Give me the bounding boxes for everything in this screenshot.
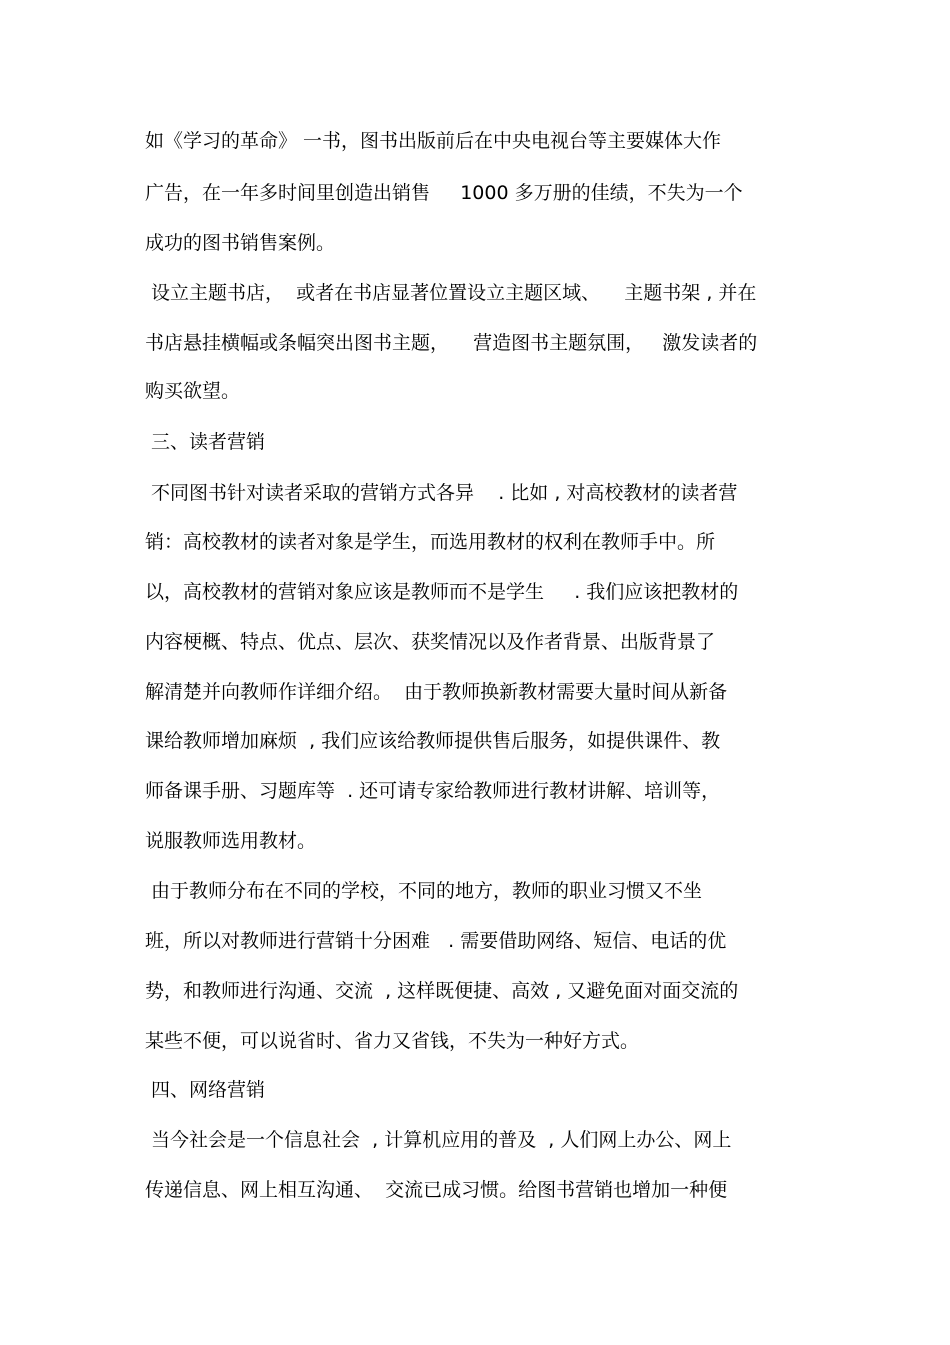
text-line: 班，所以对教师进行营销十分困难 . 需要借助网络、短信、电话的优	[145, 930, 727, 952]
text-line: 如《学习的革命》 一书，图书出版前后在中央电视台等主要媒体大作	[145, 130, 722, 152]
text-line: 课给教师增加麻烦 , 我们应该给教师提供售后服务，如提供课件、教	[145, 730, 721, 752]
text-line: 师备课手册、习题库等 . 还可请专家给教师进行教材讲解、培训等，	[145, 780, 721, 802]
text-line: 设立主题书店， 或者在书店显著位置设立主题区域、 主题书架 , 并在	[145, 282, 757, 304]
text-line: 成功的图书销售案例。	[145, 232, 336, 254]
section-heading: 三、读者营销	[145, 431, 266, 453]
text-line: 传递信息、网上相互沟通、 交流已成习惯。给图书营销也增加一种便	[145, 1179, 728, 1201]
text-line: 广告，在一年多时间里创造出销售 1000 多万册的佳绩，不失为一个	[145, 182, 743, 204]
text-line: 某些不便，可以说省时、省力又省钱，不失为一种好方式。	[145, 1030, 640, 1052]
text-line: 以，高校教材的营销对象应该是教师而不是学生 . 我们应该把教材的	[145, 581, 739, 603]
text-line: 势，和教师进行沟通、交流 , 这样既便捷、高效 , 又避免面对面交流的	[145, 980, 739, 1002]
section-heading: 四、网络营销	[145, 1079, 266, 1101]
text-line: 由于教师分布在不同的学校，不同的地方，教师的职业习惯又不坐	[145, 880, 703, 902]
text-line: 不同图书针对读者采取的营销方式各异 . 比如 , 对高校教材的读者营	[145, 482, 738, 504]
text-line: 购买欲望。	[145, 380, 241, 402]
text-line: 内容梗概、特点、优点、层次、获奖情况以及作者背景、出版背景了	[145, 631, 716, 653]
text-line: 书店悬挂横幅或条幅突出图书主题， 营造图书主题氛围， 激发读者的	[145, 332, 758, 354]
text-line: 销：高校教材的读者对象是学生，而选用教材的权利在教师手中。所	[145, 531, 716, 553]
text-line: 当今社会是一个信息社会 , 计算机应用的普及 , 人们网上办公、网上	[145, 1129, 732, 1151]
text-line: 解清楚并向教师作详细介绍。 由于教师换新教材需要大量时间从新备	[145, 681, 728, 703]
text-line: 说服教师选用教材。	[145, 830, 317, 852]
